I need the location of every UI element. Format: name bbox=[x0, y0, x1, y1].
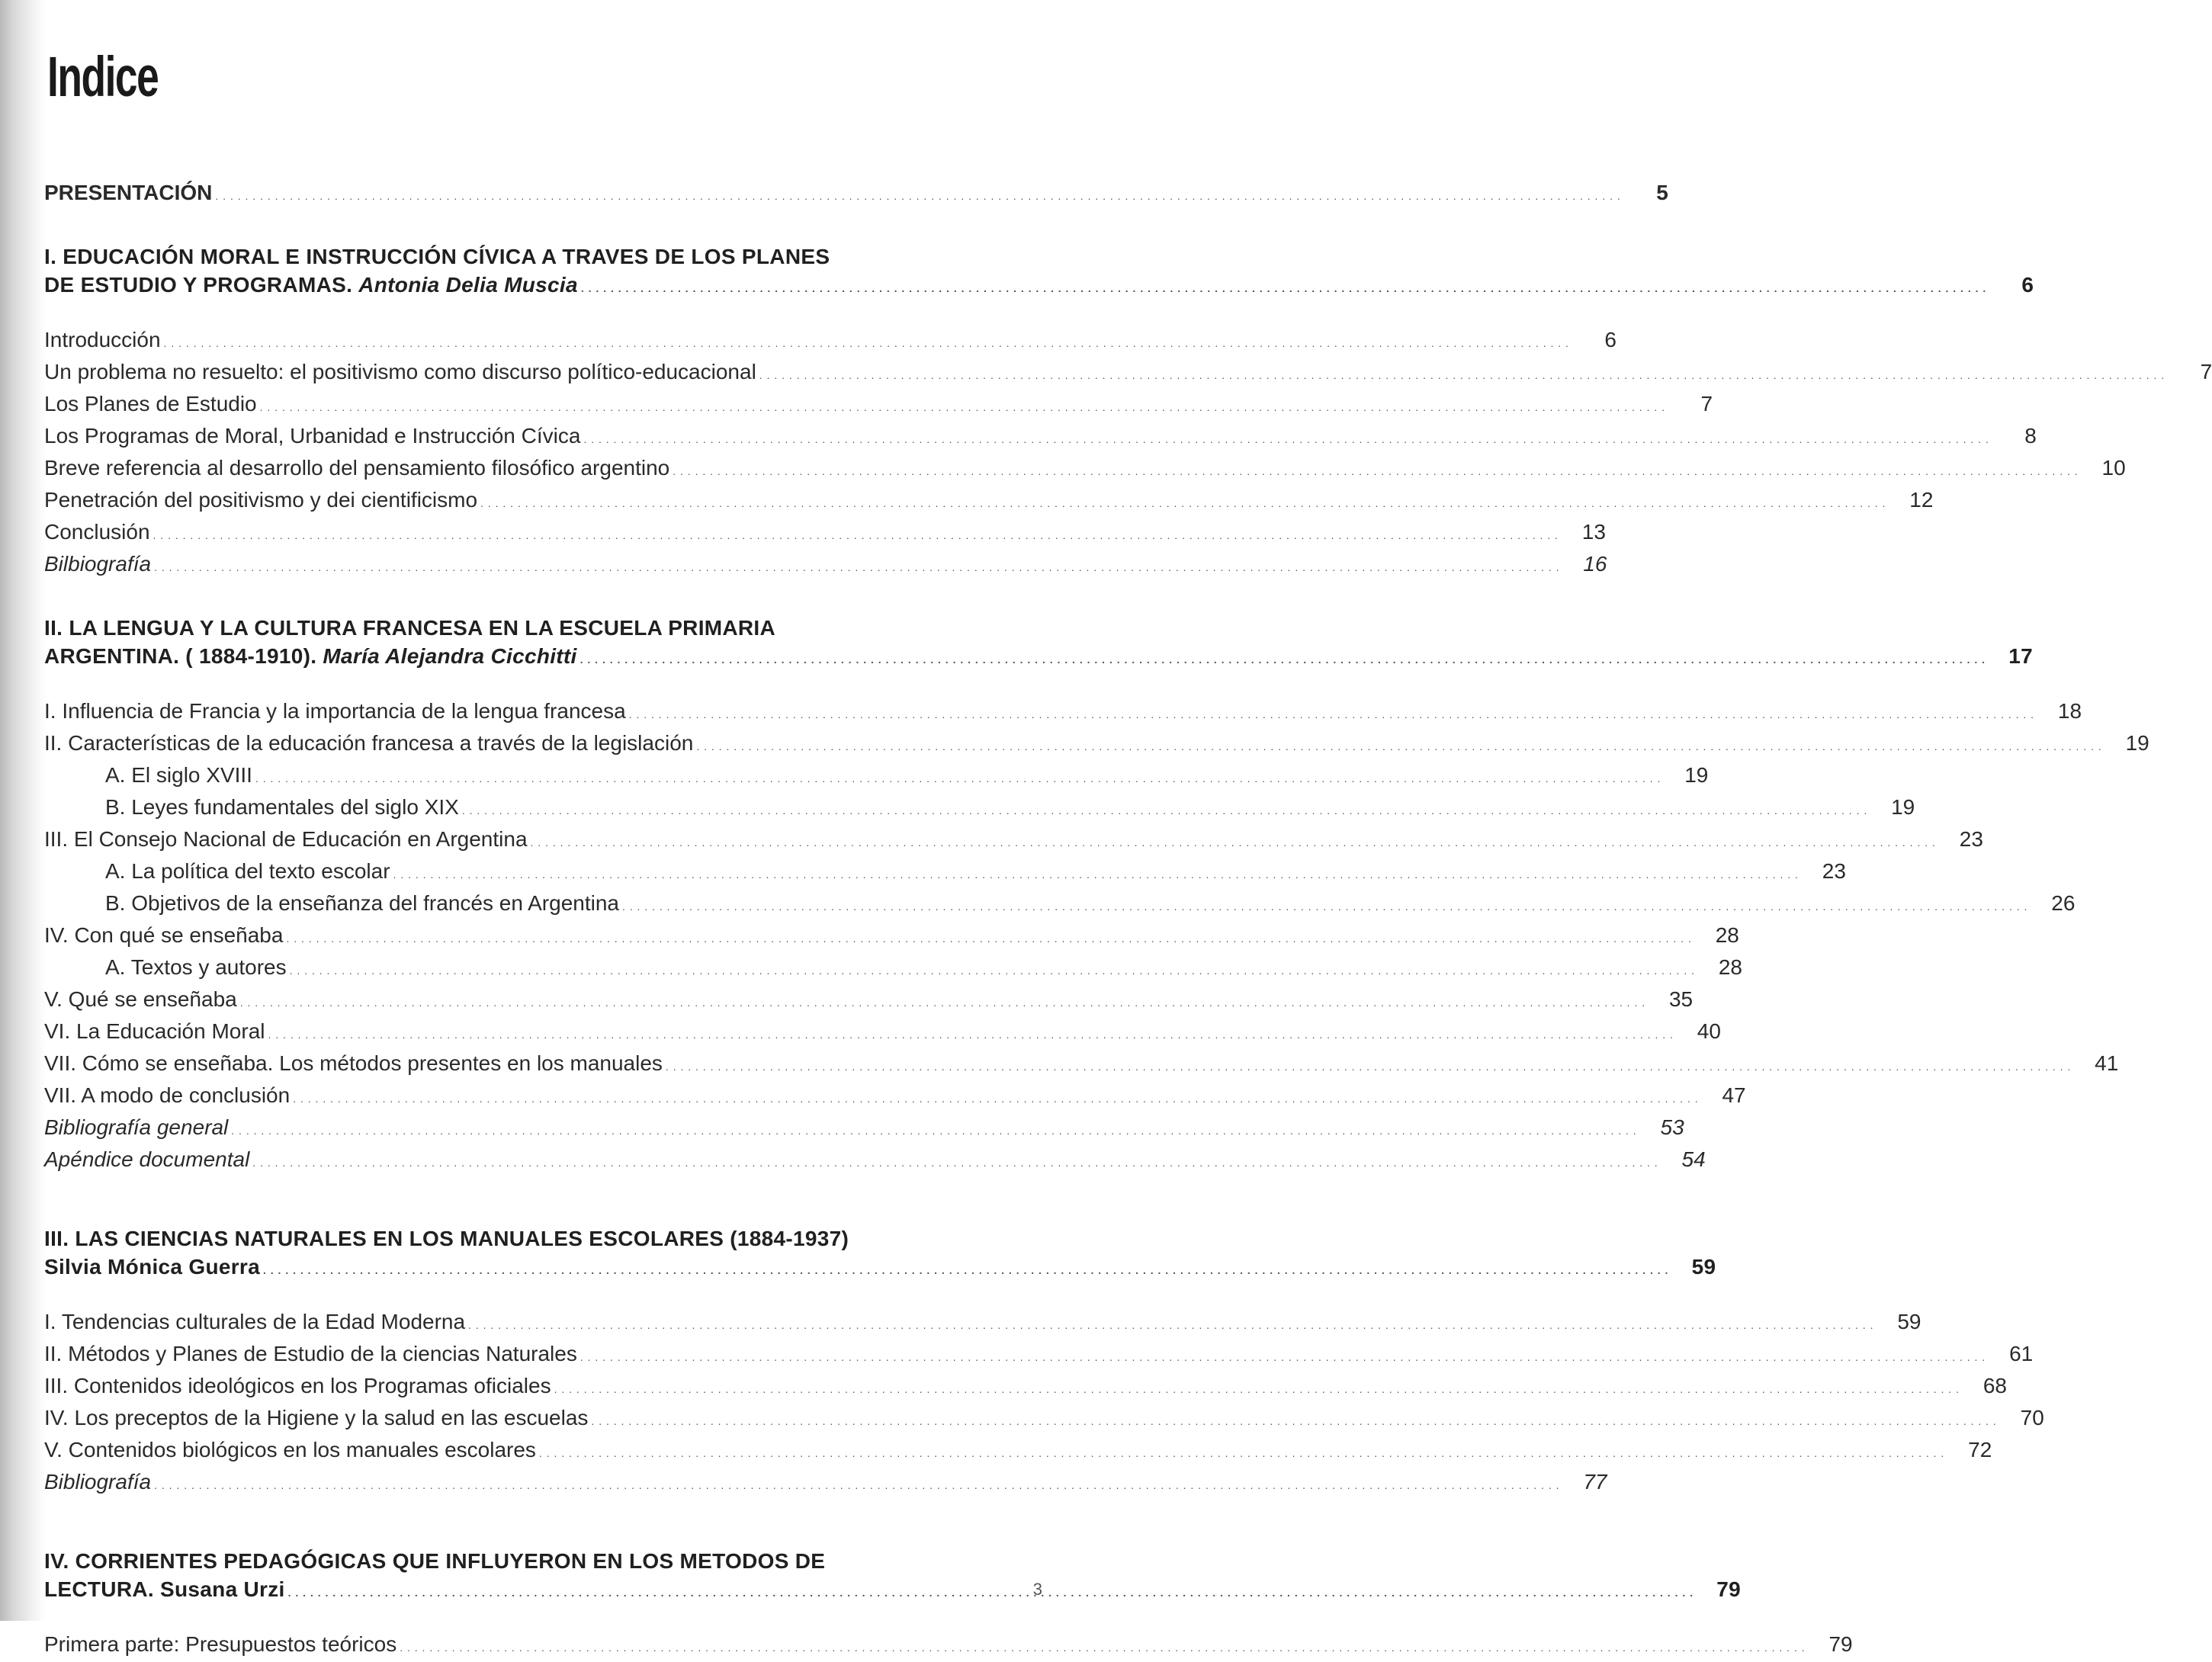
dot-leader bbox=[290, 953, 1695, 985]
entry-page: 41 bbox=[2095, 1051, 2119, 1075]
section-page: 59 bbox=[1691, 1255, 1716, 1279]
toc-entry bbox=[44, 1436, 1992, 1468]
entry-label: IV. Con qué se enseñaba bbox=[44, 923, 284, 947]
toc-subentry bbox=[44, 793, 1915, 825]
toc-entry bbox=[44, 825, 1983, 857]
toc-entry bbox=[44, 518, 1606, 550]
entry-label: I. Influencia de Francia y la importancia de la lengua francesa bbox=[44, 699, 626, 723]
dot-leader bbox=[629, 697, 2034, 729]
section-3 bbox=[44, 1224, 2044, 1500]
dot-leader bbox=[666, 1049, 2071, 1081]
entry-label: B. Objetivos de la enseñanza del francés en Argentina bbox=[105, 891, 619, 915]
entry-page: 53 bbox=[1660, 1115, 1684, 1139]
entry-page: 12 bbox=[1909, 488, 1934, 512]
table-of-contents bbox=[44, 178, 2212, 1662]
entry-page: 10 bbox=[2101, 456, 2126, 480]
toc-entry-bibliography bbox=[44, 550, 1607, 582]
dot-leader bbox=[153, 518, 1559, 550]
entry-label: II. Métodos y Planes de Estudio de la ciencias Naturales bbox=[44, 1342, 577, 1365]
section-heading-line2 bbox=[44, 1253, 1716, 1285]
section-heading: II. LA LENGUA Y LA CULTURA FRANCESA EN LA ESCUELA PRIMARIA bbox=[44, 616, 776, 640]
section-page: 17 bbox=[2008, 644, 2034, 668]
section-1 bbox=[44, 242, 2212, 582]
entry-label: III. Contenidos ideológicos en los Programas oficiales bbox=[44, 1374, 551, 1397]
entry-page: 8 bbox=[2024, 424, 2037, 448]
dot-leader bbox=[263, 1253, 1668, 1285]
toc-entry bbox=[44, 697, 2082, 729]
entry-page: 5 bbox=[1656, 181, 1668, 204]
entry-page: 77 bbox=[1583, 1470, 1607, 1494]
entry-page: 16 bbox=[1583, 552, 1607, 576]
entry-page: 26 bbox=[2051, 891, 2076, 915]
toc-entry bbox=[44, 921, 1739, 953]
dot-leader bbox=[293, 1081, 1698, 1113]
dot-leader bbox=[154, 1468, 1559, 1500]
toc-entry bbox=[44, 326, 1616, 358]
entry-label: B. Leyes fundamentales del siglo XIX bbox=[105, 795, 459, 819]
entry-page: 70 bbox=[2020, 1406, 2044, 1429]
entry-label: Penetración del positivismo y dei cientificismo bbox=[44, 488, 478, 512]
dot-leader bbox=[255, 761, 1661, 793]
heading-text: LECTURA. bbox=[44, 1577, 154, 1601]
section-author: Susana Urzi bbox=[160, 1577, 285, 1601]
entry-page: 19 bbox=[1891, 795, 1915, 819]
toc-entry bbox=[44, 1081, 1746, 1113]
dot-leader bbox=[288, 1575, 1694, 1607]
dot-leader bbox=[252, 1145, 1658, 1177]
heading-text: ARGENTINA. ( 1884-1910). bbox=[44, 644, 317, 668]
dot-leader bbox=[260, 390, 1665, 422]
dot-leader bbox=[268, 1017, 1674, 1049]
toc-entry-bibliography bbox=[44, 1113, 1684, 1145]
dot-leader bbox=[215, 178, 1620, 210]
entry-label: VII. A modo de conclusión bbox=[44, 1083, 291, 1107]
entry-label: Los Programas de Moral, Urbanidad e Instrucción Cívica bbox=[44, 424, 581, 448]
entry-page: 6 bbox=[1604, 328, 1616, 351]
toc-entry bbox=[44, 1404, 2044, 1436]
toc-entry bbox=[44, 358, 2212, 390]
entry-page: 28 bbox=[1715, 923, 1739, 947]
dot-leader bbox=[164, 326, 1569, 358]
toc-entry bbox=[44, 454, 2126, 486]
toc-entry bbox=[44, 1630, 1853, 1662]
entry-page: 61 bbox=[2009, 1342, 2034, 1365]
section-page: 79 bbox=[1716, 1577, 1742, 1601]
section-4 bbox=[44, 1547, 1853, 1662]
toc-subentry bbox=[44, 953, 1743, 985]
dot-leader bbox=[400, 1630, 1805, 1662]
dot-leader bbox=[462, 793, 1867, 825]
entry-label: Un problema no resuelto: el positivismo como discurso político-educacional bbox=[44, 360, 756, 383]
entry-page: 35 bbox=[1668, 987, 1694, 1011]
dot-leader bbox=[696, 729, 2101, 761]
entry-label: V. Qué se enseñaba bbox=[44, 987, 237, 1011]
section-heading: I. EDUCACIÓN MORAL E INSTRUCCIÓN CÍVICA A TRAVES DE LOS PLANES bbox=[44, 245, 830, 268]
entry-label: VI. La Educación Moral bbox=[44, 1019, 265, 1043]
section-heading: III. LAS CIENCIAS NATURALES EN LOS MANUALES ESCOLARES (1884-1937) bbox=[44, 1227, 849, 1250]
entry-page: 23 bbox=[1959, 827, 1983, 851]
entry-label: II. Características de la educación francesa a través de la legislación bbox=[44, 731, 694, 755]
entry-label: A. La política del texto escolar bbox=[105, 859, 390, 883]
toc-entry bbox=[44, 486, 1934, 518]
entry-label: Bilbiografía bbox=[44, 552, 152, 576]
entry-label: IV. Los preceptos de la Higiene y la salud en las escuelas bbox=[44, 1406, 589, 1429]
dot-leader bbox=[531, 825, 1936, 857]
toc-subentry bbox=[44, 857, 1846, 889]
dot-leader bbox=[231, 1113, 1636, 1145]
entry-page: 23 bbox=[1822, 859, 1846, 883]
entry-label: A. Textos y autores bbox=[105, 955, 287, 979]
entry-label: Apéndice documental bbox=[44, 1147, 250, 1171]
toc-entry bbox=[44, 985, 1694, 1017]
entry-label: Breve referencia al desarrollo del pensamiento filosófico argentino bbox=[44, 456, 670, 480]
dot-leader bbox=[580, 642, 1986, 674]
entry-page: 47 bbox=[1722, 1083, 1746, 1107]
entry-label: Introducción bbox=[44, 328, 161, 351]
toc-entry-presentacion bbox=[44, 178, 1668, 210]
section-heading: IV. CORRIENTES PEDAGÓGICAS QUE INFLUYERON EN LOS METODOS DE bbox=[44, 1549, 826, 1573]
entry-page: 54 bbox=[1681, 1147, 1706, 1171]
toc-entry bbox=[44, 390, 1713, 422]
toc-entry bbox=[44, 1340, 2034, 1372]
dot-leader bbox=[468, 1307, 1873, 1340]
entry-page: 68 bbox=[1982, 1374, 2007, 1397]
entry-page: 7 bbox=[1700, 392, 1713, 416]
toc-subentry bbox=[44, 761, 1709, 793]
page-title: Indice bbox=[47, 45, 159, 108]
entry-page: 19 bbox=[1684, 763, 1709, 787]
dot-leader bbox=[583, 422, 1989, 454]
entry-label: V. Contenidos biológicos en los manuales escolares bbox=[44, 1438, 536, 1461]
toc-entry bbox=[44, 1307, 1921, 1340]
toc-entry bbox=[44, 1017, 1721, 1049]
section-heading-line2 bbox=[44, 642, 2034, 674]
entry-label: PRESENTACIÓN bbox=[44, 181, 213, 204]
dot-leader bbox=[240, 985, 1645, 1017]
dot-leader bbox=[393, 857, 1799, 889]
dot-leader bbox=[591, 1404, 1996, 1436]
heading-text: DE ESTUDIO Y PROGRAMAS. bbox=[44, 273, 353, 297]
dot-leader bbox=[154, 550, 1559, 582]
entry-page: 28 bbox=[1718, 955, 1743, 979]
entry-label: I. Tendencias culturales de la Edad Moderna bbox=[44, 1310, 466, 1333]
entry-label: Bibliografía bbox=[44, 1470, 152, 1494]
toc-entry bbox=[44, 1372, 2007, 1404]
toc-entry-appendix bbox=[44, 1145, 1706, 1177]
toc-subentry bbox=[44, 889, 2076, 921]
dot-leader bbox=[673, 454, 2078, 486]
section-author: Silvia Mónica Guerra bbox=[44, 1255, 260, 1279]
binding-shadow bbox=[0, 0, 46, 1621]
section-heading-line2 bbox=[44, 1575, 1742, 1607]
section-author: Antonia Delia Muscia bbox=[358, 273, 578, 297]
section-heading-line2 bbox=[44, 271, 2034, 303]
toc-entry bbox=[44, 1049, 2119, 1081]
dot-leader bbox=[759, 358, 2165, 390]
entry-page: 7 bbox=[2200, 360, 2212, 383]
toc-entry bbox=[44, 422, 2037, 454]
section-2 bbox=[44, 614, 2149, 1177]
dot-leader bbox=[622, 889, 2027, 921]
dot-leader bbox=[580, 1340, 1986, 1372]
entry-page: 72 bbox=[1968, 1438, 1992, 1461]
toc-entry bbox=[44, 729, 2149, 761]
toc-entry-bibliography bbox=[44, 1468, 1607, 1500]
entry-label: Primera parte: Presupuestos teóricos bbox=[44, 1632, 397, 1656]
entry-page: 59 bbox=[1897, 1310, 1921, 1333]
entry-page: 19 bbox=[2125, 731, 2149, 755]
entry-label: A. El siglo XVIII bbox=[105, 763, 252, 787]
dot-leader bbox=[480, 486, 1886, 518]
entry-page: 18 bbox=[2057, 699, 2082, 723]
section-page: 6 bbox=[2021, 273, 2034, 297]
page-folio: 3 bbox=[1032, 1580, 1042, 1599]
section-author: María Alejandra Cicchitti bbox=[323, 644, 577, 668]
entry-page: 79 bbox=[1828, 1632, 1853, 1656]
entry-label: Los Planes de Estudio bbox=[44, 392, 257, 416]
dot-leader bbox=[286, 921, 1691, 953]
dot-leader bbox=[581, 271, 1986, 303]
entry-page: 13 bbox=[1581, 520, 1606, 544]
entry-label: Bibliografía general bbox=[44, 1115, 229, 1139]
dot-leader bbox=[554, 1372, 1960, 1404]
entry-label: Conclusión bbox=[44, 520, 150, 544]
dot-leader bbox=[539, 1436, 1944, 1468]
entry-label: III. El Consejo Nacional de Educación en Argentina bbox=[44, 827, 528, 851]
entry-page: 40 bbox=[1697, 1019, 1721, 1043]
entry-label: VII. Cómo se enseñaba. Los métodos presentes en los manuales bbox=[44, 1051, 663, 1075]
